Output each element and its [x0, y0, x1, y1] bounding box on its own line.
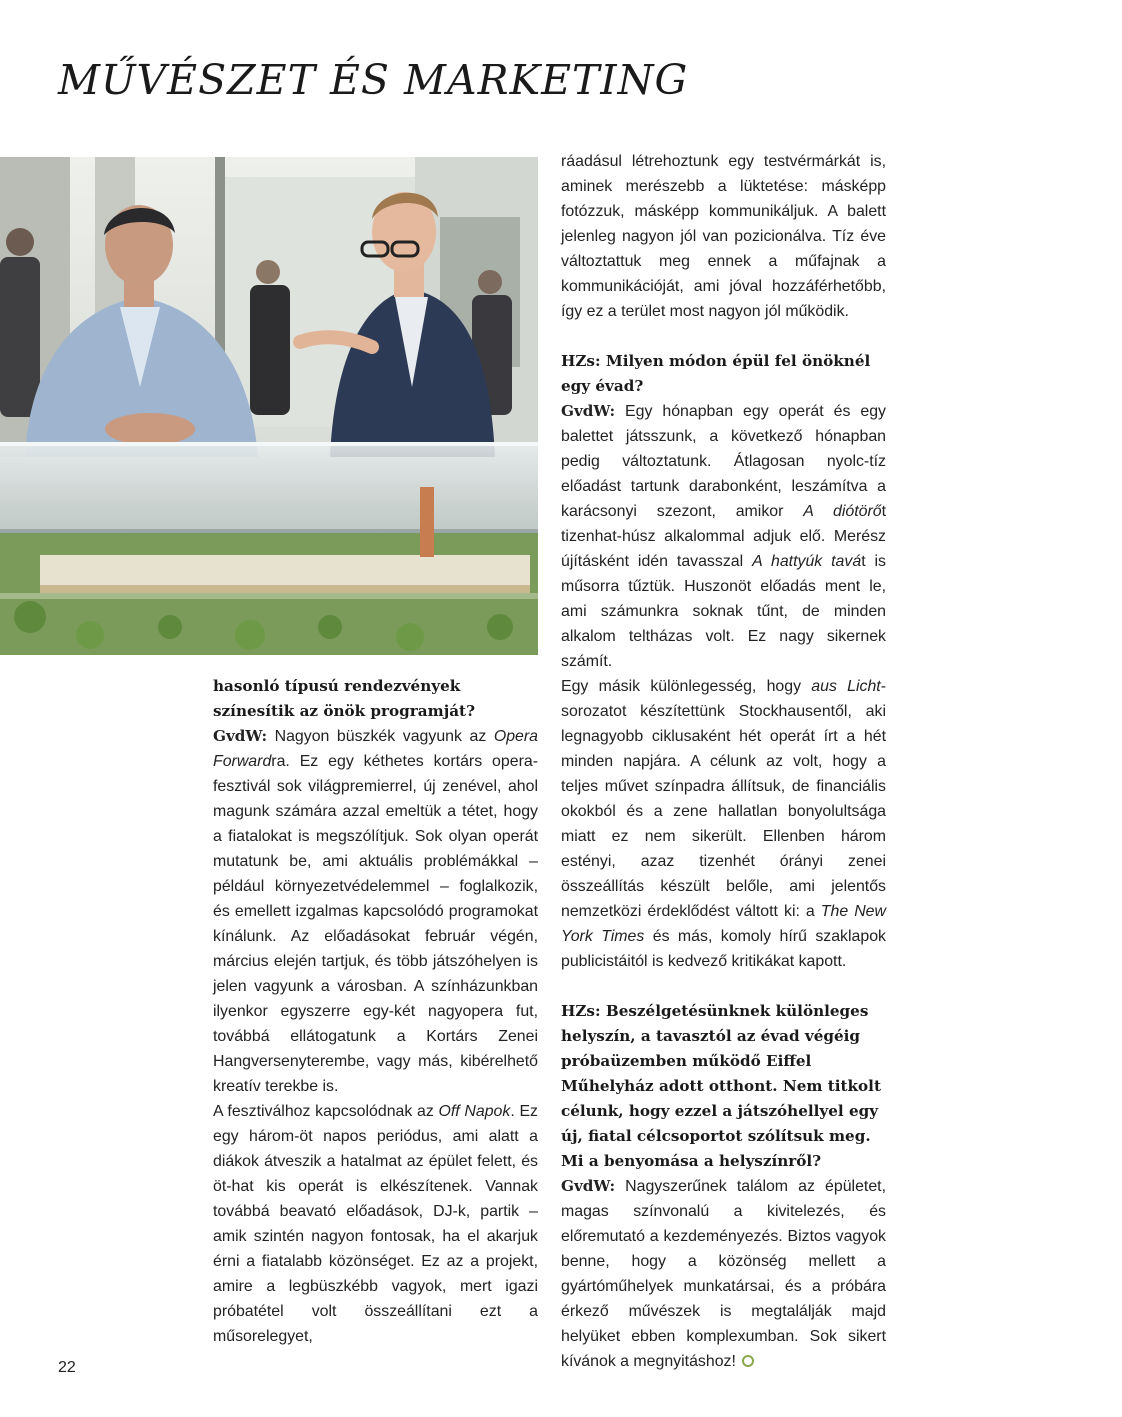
- italic-title: aus Licht: [811, 678, 881, 695]
- page-number: 22: [58, 1359, 76, 1376]
- column-left: [213, 674, 538, 1349]
- italic-title: A hattyúk tavá: [752, 553, 862, 570]
- speaker-label: GvdW:: [213, 727, 268, 745]
- answer-text: Egy hónapban egy operát és egy balettet játsszunk, a következő hónapban pedig változtatunk. Átlagosan nyolc-tíz előadást tartunk darabonként, leszámítva a karácsonyi szezont, amikor A diótörőt tizenhat-húsz alkalommal adjuk elő. Merész újításként idén tavasszal A hattyúk tavát is műsorra tűztük. Huszonöt előadás ment le, ami számunkra soknak tűnt, de minden alkalom teltházas volt. Ez nagy sikernek számít.: [561, 403, 886, 670]
- photo-illustration: [0, 157, 538, 655]
- question: HZs: Milyen módon épül fel önöknél egy évad?: [561, 352, 871, 395]
- italic-title: A diótörő: [803, 503, 882, 520]
- paragraph: ráadásul létrehoztunk egy testvérmárkát is, aminek merészebb a lüktetése: másképp fotózzuk, másképp kommunikáljuk. A balett jelenleg nagyon jól van pozicionálva. Tíz éve változtattuk meg ennek a műfajnak a kommunikációját, ami jóval hozzáférhetőbb, így ez a terület most nagyon jól működik.: [561, 153, 886, 320]
- question: HZs: Beszélgetésünknek különleges helyszín, a tavasztól az évad végéig próbaüzemben működő Eiffel Műhelyház adott otthont. Nem titkolt célunk, hogy ezzel a játszóhellyel egy új, fiatal célcsoportot szólítsuk meg. Mi a benyomása a helyszínről?: [561, 1002, 881, 1170]
- answer-paragraph: [561, 399, 886, 674]
- spacer: [561, 974, 886, 999]
- spacer: [561, 324, 886, 349]
- answer-text: Nagyon büszkék vagyunk az Opera Forwardra. Ez egy kéthetes kortárs opera-fesztivál sok világpremierrel, új zenével, ahol magunk számára azzal emeltük a tétet, hogy a fiatalokat is megszólítjuk. Sok olyan operát mutatunk be, ami aktuális problémákkal – például környezetvédelemmel – foglalkozik, és emellett izgalmas kapcsolódó programokat kínálunk. Az előadásokat február végén, március elején tartjuk, és több játszóhelyen is jelen vagyunk a városban. A színházunkban ilyenkor egyszerre egy-két nagyopera fut, továbbá ellátogatunk a Kortárs Zenei Hangversenyterembe, vagy más, kibérelhető kreatív terekbe is.: [213, 728, 538, 1095]
- answer-paragraph: [213, 724, 538, 1099]
- italic-title: Off Napok: [438, 1103, 511, 1120]
- article-photo: [0, 157, 538, 655]
- italic-title: The New York Times: [561, 903, 886, 945]
- speaker-label: GvdW:: [561, 402, 616, 420]
- paragraph: Egy másik különlegesség, hogy aus Licht-sorozatot készítettünk Stockhausentől, aki legnagyobb ciklusaként hét operát írt a hét minden napjára. A célunk az volt, hogy a teljes művet színpadra állítsuk, de financiális okokból és a zene hallatlan bonyolultsága miatt ez nem sikerült. Ellenben három estényi, azaz tizenhét órányi zenei összeállítás készült belőle, ami jelentős nemzetközi érdeklődést váltott ki: a The New York Times és más, komoly hírű szaklapok publicistáitól is kedvező kritikákat kapott.: [561, 678, 886, 970]
- column-right: [561, 149, 886, 1374]
- page-title: MŰVÉSZET ÉS MARKETING: [58, 56, 689, 104]
- italic-title: Opera Forward: [213, 728, 538, 770]
- speaker-label: GvdW:: [561, 1177, 616, 1195]
- end-mark-icon: [742, 1355, 754, 1367]
- paragraph: A fesztiválhoz kapcsolódnak az Off Napok. Ez egy három-öt napos periódus, ami alatt a diákok átveszik a hatalmat az épület felett, és öt-hat kis operát is elkészítenek. Vannak továbbá beavató előadások, DJ-k, partik – amik szintén nagyon fontosak, ha el akarjuk érni a fiatalabb közönséget. Ez az a projekt, amire a legbüszkébb vagyok, mert igazi próbatétel volt összeállítani ezt a műsorelegyet,: [213, 1103, 538, 1345]
- answer-paragraph: [561, 1174, 886, 1374]
- question: hasonló típusú rendezvények színesítik az önök programját?: [213, 677, 475, 720]
- answer-text: Nagyszerűnek találom az épületet, magas színvonalú a kivitelezés, és előremutató a kezdeményezés. Biztos vagyok benne, hogy a közönség mellett a gyártóműhelyek munkatársai, és a próbára érkező művészek is megtalálják majd helyüket ebben komplexumban. Sok sikert kívánok a megnyitáshoz!: [561, 1178, 886, 1370]
